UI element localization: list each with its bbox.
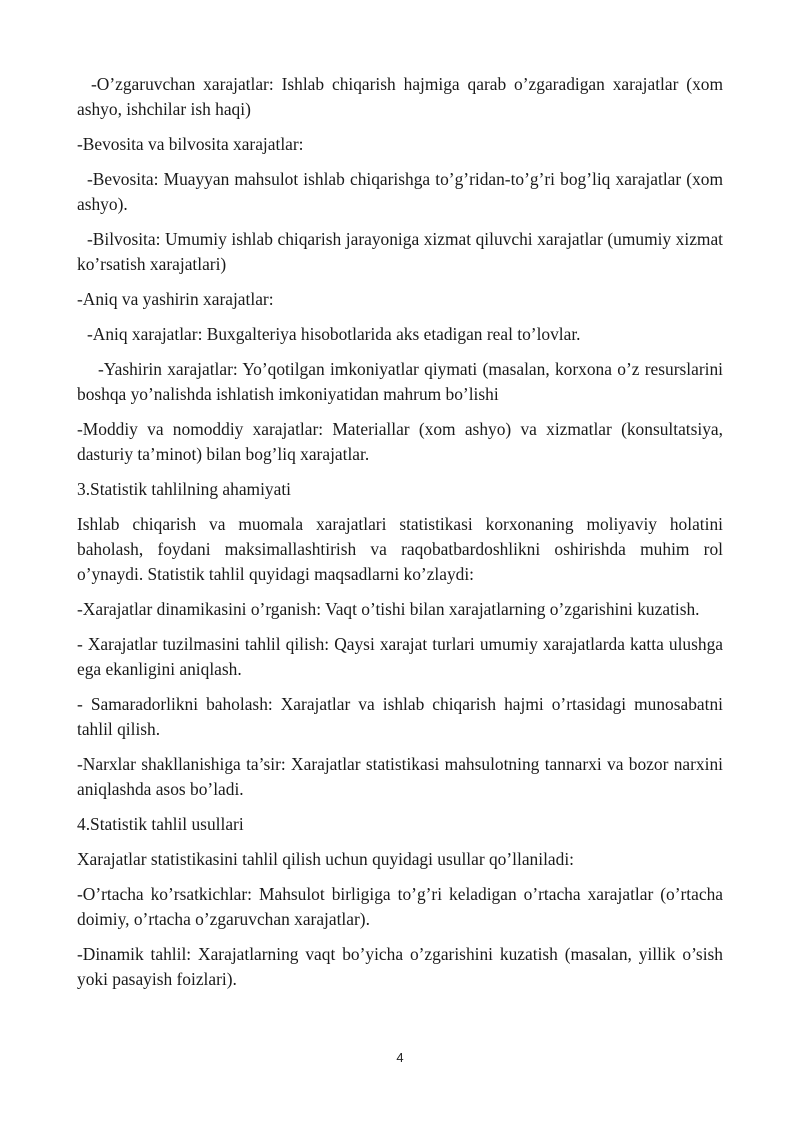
paragraph-implicit-costs: -Yashirin xarajatlar: Yo’qotilgan imkoniyatlar qiymati (masalan, korxona o’z resurslarini boshqa yo’nalishda ishlatish imkoniyatidan mahrum bo’lishi	[77, 359, 723, 404]
paragraph-methods-intro: Xarajatlar statistikasini tahlil qilish uchun quyidagi usullar qo’llaniladi:	[77, 849, 574, 869]
paragraph-variable-costs: -O’zgaruvchan xarajatlar: Ishlab chiqarish hajmiga qarab o’zgaradigan xarajatlar (xom ashyo, ishchilar ish haqi)	[77, 74, 723, 119]
paragraph-material-nonmaterial-costs: -Moddiy va nomoddiy xarajatlar: Materiallar (xom ashyo) va xizmatlar (konsultatsiya, dasturiy ta’minot) bilan bog’liq xarajatlar.	[77, 419, 723, 464]
paragraph-cost-dynamics: -Xarajatlar dinamikasini o’rganish: Vaqt o’tishi bilan xarajatlarning o’zgarishini kuzatish.	[77, 599, 700, 619]
page-number: 4	[396, 1050, 404, 1065]
paragraph-direct-indirect-heading: -Bevosita va bilvosita xarajatlar:	[77, 134, 304, 154]
paragraph-cost-structure: - Xarajatlar tuzilmasini tahlil qilish: Qaysi xarajat turlari umumiy xarajatlarda katta ulushga ega ekanligini aniqlash.	[77, 634, 723, 679]
paragraph-efficiency: - Samaradorlikni baholash: Xarajatlar va ishlab chiqarish hajmi o’rtasidagi munosabatni tahlil qilish.	[77, 694, 723, 739]
paragraph-explicit-implicit-heading: -Aniq va yashirin xarajatlar:	[77, 289, 274, 309]
section-heading-methods: 4.Statistik tahlil usullari	[77, 814, 244, 834]
page-body	[77, 72, 723, 1002]
paragraph-dynamic-analysis: -Dinamik tahlil: Xarajatlarning vaqt bo’yicha o’zgarishini kuzatish (masalan, yillik o’sish yoki pasayish foizlari).	[77, 944, 723, 989]
paragraph-average-indicators: -O’rtacha ko’rsatkichlar: Mahsulot birligiga to’g’ri keladigan o’rtacha xarajatlar (o’rtacha doimiy, o’rtacha o’zgaruvchan xarajatlar).	[77, 884, 723, 929]
section-heading-importance: 3.Statistik tahlilning ahamiyati	[77, 479, 291, 499]
paragraph-pricing: -Narxlar shakllanishiga ta’sir: Xarajatlar statistikasi mahsulotning tannarxi va bozor narxini aniqlashda asos bo’ladi.	[77, 754, 723, 799]
paragraph-explicit-costs: -Aniq xarajatlar: Buxgalteriya hisobotlarida aks etadigan real to’lovlar.	[87, 324, 581, 344]
paragraph-importance-intro: Ishlab chiqarish va muomala xarajatlari statistikasi korxonaning moliyaviy holatini baholash, foydani maksimallashtirish va raqobatbardoshlikni oshirishda muhim rol o’ynaydi. Statistik tahlil quyidagi maqsadlarni ko’zlaydi:	[77, 514, 723, 584]
paragraph-indirect-costs: -Bilvosita: Umumiy ishlab chiqarish jarayoniga xizmat qiluvchi xarajatlar (umumiy xizmat ko’rsatish xarajatlari)	[77, 229, 723, 274]
paragraph-direct-costs: -Bevosita: Muayyan mahsulot ishlab chiqarishga to’g’ridan-to’g’ri bog’liq xarajatlar (xom ashyo).	[77, 169, 723, 214]
